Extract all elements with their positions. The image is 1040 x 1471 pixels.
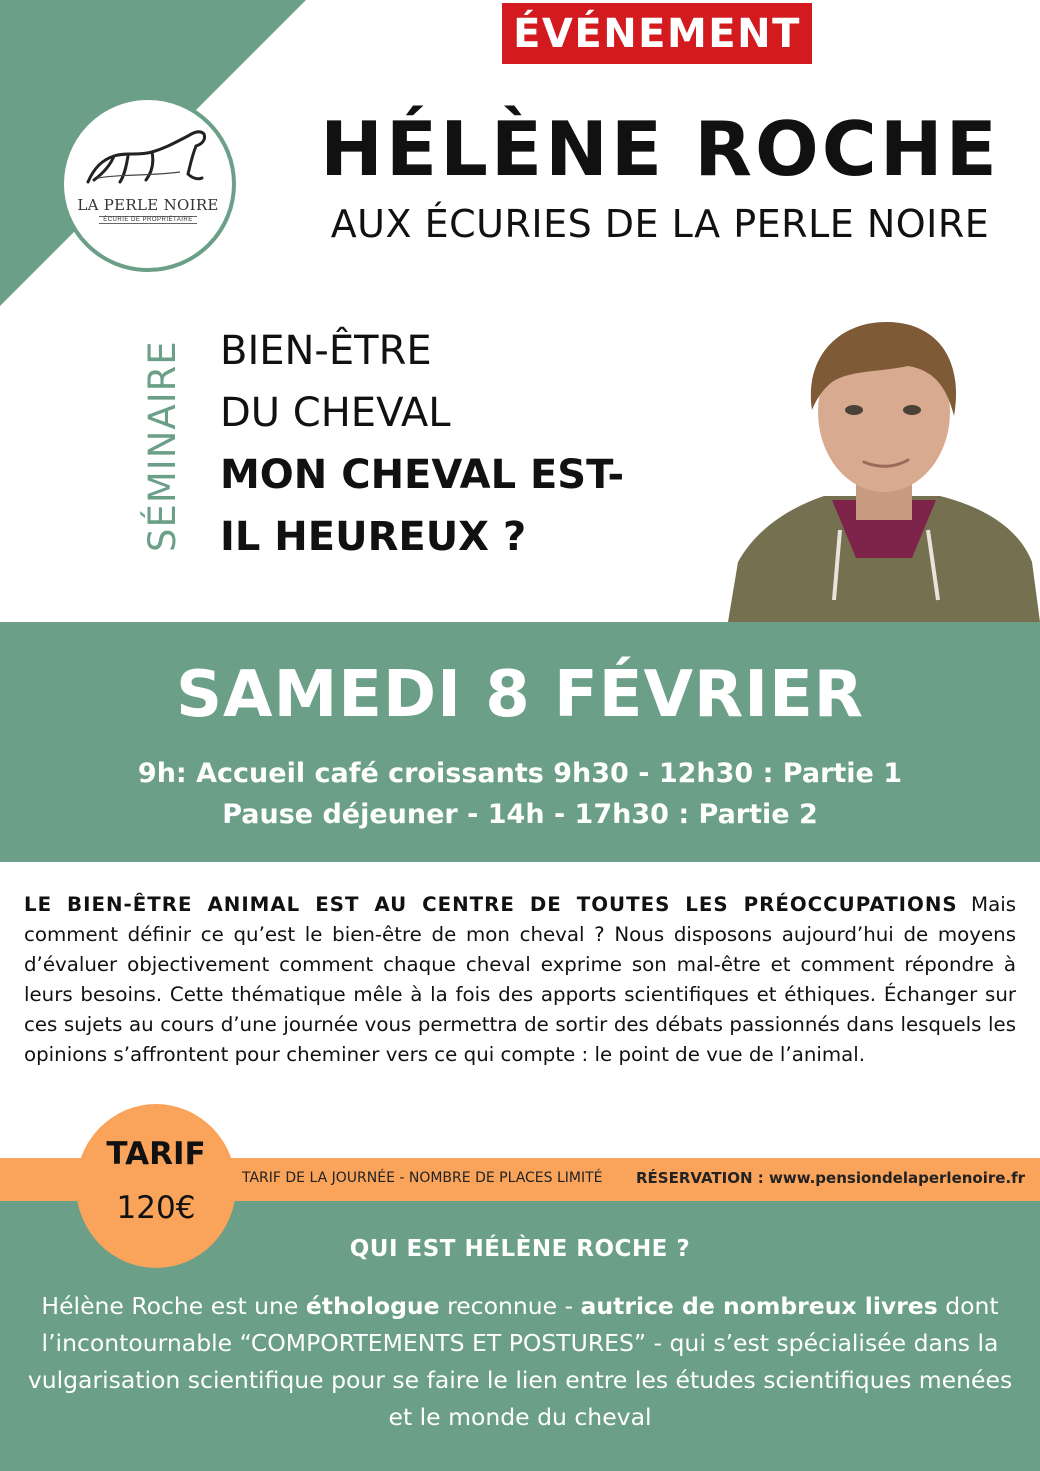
horse-logo-icon	[80, 116, 216, 196]
schedule-line-1: 9h: Accueil café croissants 9h30 - 12h30 : Partie 1	[137, 758, 903, 789]
seminar-title-line-3: MON CHEVAL EST-	[220, 452, 625, 498]
speaker-name: HÉLÈNE ROCHE	[320, 105, 1000, 193]
reservation-link[interactable]: RÉSERVATION : www.pensiondelaperlenoire.fr	[636, 1169, 1026, 1187]
seminar-title-line-4: IL HEUREUX ?	[220, 514, 527, 560]
schedule-line-2: Pause déjeuner - 14h - 17h30 : Partie 2	[222, 799, 818, 830]
bio-bold-1: éthologue	[305, 1292, 440, 1320]
bio-bold-2: autrice de nombreux livres	[580, 1292, 938, 1320]
bio-heading: QUI EST HÉLÈNE ROCHE ?	[349, 1236, 691, 1262]
seminar-title-line-2: DU CHEVAL	[220, 390, 451, 436]
logo-subtitle: ÉCURIE DE PROPRIÉTAIRE	[99, 216, 197, 224]
description	[24, 890, 1016, 1070]
event-badge: ÉVÉNEMENT	[502, 3, 812, 64]
tarif-price: 120€	[116, 1190, 196, 1226]
bio-text	[20, 1288, 1020, 1436]
logo	[60, 96, 236, 272]
seminar-label: SÉMINAIRE	[141, 340, 184, 552]
logo-name: LA PERLE NOIRE	[77, 196, 219, 214]
seminar-title-line-1: BIEN-ÊTRE	[220, 328, 432, 374]
bio-text-1: Hélène Roche est une	[41, 1292, 306, 1320]
description-body: Mais comment définir ce qu’est le bien-être de mon cheval ? Nous disposons aujourd’hui de moyens d’évaluer objectivement comment chaque cheval exprime son mal-être et comment répondre à leurs besoins. Cette thématique mêle à la fois des apports scientifiques et éthiques. Échanger sur ces sujets au cours d’une journée vous permettra de sortir des débats passionnés dans lesquels les opinions s’affrontent pour cheminer vers ce qui compte : le point de vue de l’animal.	[24, 893, 1016, 1066]
bio-text-2: reconnue -	[439, 1292, 581, 1320]
event-date: SAMEDI 8 FÉVRIER	[175, 658, 865, 732]
bio-text-3: dont l’incontournable “COMPORTEMENTS ET POSTURES” - qui s’est spécialisée dans la vulgarisation scientifique pour se faire le lien entre les études scientifiques menées et le monde du cheval	[27, 1292, 1013, 1431]
tarif-label: TARIF	[106, 1136, 206, 1172]
speaker-portrait	[728, 300, 1040, 622]
date-band	[0, 622, 1040, 862]
venue-subtitle: AUX ÉCURIES DE LA PERLE NOIRE	[330, 202, 990, 246]
description-lead: LE BIEN-ÊTRE ANIMAL EST AU CENTRE DE TOUTES LES PRÉOCCUPATIONS	[24, 893, 958, 916]
tarif-info: TARIF DE LA JOURNÉE - NOMBRE DE PLACES LIMITÉ	[242, 1170, 603, 1186]
